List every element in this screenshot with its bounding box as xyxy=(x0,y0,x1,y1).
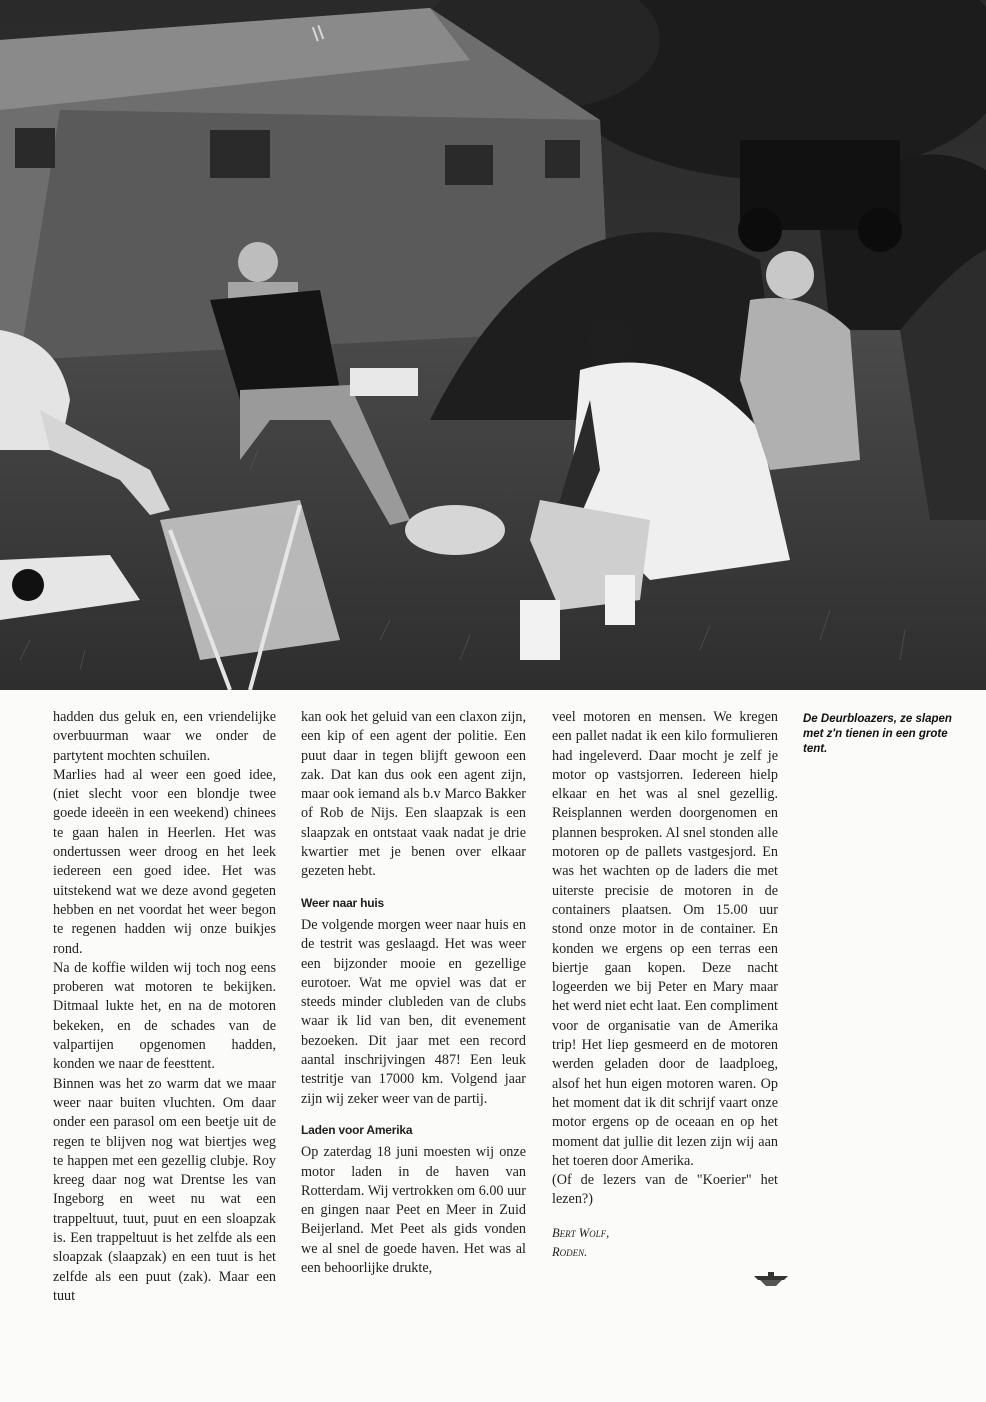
paragraph: veel motoren en mensen. We kregen een pallet nadat ik een kilo formulieren had ingeleverd. Daar mocht je zelf je motor op vastsjorren. Iedereen hielp elkaar en het was al snel gezellig. Reisplannen werden doorgenomen en plannen besproken. Al snel stonden alle motoren op de pallets vastgesjord. En was het wachten op de laders die met uiterste precisie de motoren in de containers plaatsen. Om 15.00 uur stond onze motor in de container. En konden we ergens op een terras een biertje gaan kopen. Deze nacht logeerden we bij Peter en Mary maar het werd niet echt laat. Een compliment voor de organisatie van de Amerika trip! Het liep gesmeerd en de motoren werden geladen door de laadploeg, alsof het hun eigen motoren waren. Op het moment dat ik dit schrijf vaart onze motor ergens op de oceaan en op het moment dat jullie dit lezen zijn wij aan het toeren door Amerika. xyxy=(552,709,778,1169)
paragraph: Marlies had al weer een goed idee, (niet slecht voor een blondje twee goede ideeën in een weekend) chinees te gaan halen in Heerlen. Het was ondertussen weer droog en het leek iedereen een goed idee. Het was uitstekend wat we deze avond gegeten hebben en net voordat het weer begon te regenen hadden wij onze buikjes rond. xyxy=(53,766,276,957)
paragraph: hadden dus geluk en, een vriendelijke overbuurman waar we onder de partytent mochten schuilen. xyxy=(53,709,276,764)
camp-photo xyxy=(0,0,986,690)
paragraph: Na de koffie wilden wij toch nog eens proberen wat motoren te bekijken. Ditmaal lukte het, en na de motoren bekeken, en de schades van de valpartijen opgenomen hadden, konden we naar de feesttent. xyxy=(53,959,276,1073)
club-logo-icon xyxy=(754,1272,788,1290)
paragraph: De volgende morgen weer naar huis en de testrit was geslaagd. Het was weer een bijzonder mooie en gezellige eurotoer. Wat me opviel was dat er steeds minder clubleden van de clubs waar ik lid van ben, dit evenement bezoeken. Dit jaar met een record aantal inschrijvingen 487! Een leuk testritje van 17000 km. Volgend jaar zijn wij zeker weer van de partij. xyxy=(301,916,526,1107)
tent-mark: II xyxy=(308,20,328,47)
section-heading: Weer naar huis xyxy=(301,895,385,910)
paragraph: kan ook het geluid van een claxon zijn, een kip of een agent der politie. Een puut daar in tegen blijft gewoon een zak. Dat kan dus ook een agent zijn, maar ook iemand als b.v Marco Bakker of Rob de Nijs. Een slaapzak is een slaapzak en ontstaat vaak nadat je drie kwartier met je benen over elkaar gezeten hebt. xyxy=(301,709,526,880)
article-column-3 xyxy=(552,708,778,1262)
article-column-2 xyxy=(301,708,526,1278)
paragraph: Op zaterdag 18 juni moesten wij onze motor laden in de haven van Rotterdam. Wij vertrokken om 6.00 uur en gingen naar Peet en Meer in Zuid Beijerland. Met Peet als gids vonden we al snel de goede haven. Het was al een behoorlijke drukte, xyxy=(301,1144,526,1277)
paragraph: Binnen was het zo warm dat we maar weer naar buiten vluchten. Om daar onder een parasol om een beetje uit de regen te blijven nog wat biertjes weg te happen met een gezellig clubje. Roy kreeg daar nog wat Drentse les van Ingeborg en weet nu wat een trappeltuut, tuut, puut en een sloapzak is. Een trappeltuut is het zelfde als een sloapzak (slaapzak) en een tuut is het zelfde als een puut (zak). Maar een tuut xyxy=(53,1075,276,1304)
author-name: Bert Wolf, xyxy=(552,1225,610,1240)
author-place: Roden. xyxy=(552,1244,588,1259)
section-heading: Laden voor Amerika xyxy=(301,1122,413,1137)
byline xyxy=(552,1224,778,1262)
photo-caption: De Deurbloazers, ze slapen met z'n tienen in een grote tent. xyxy=(803,713,952,755)
paragraph: (Of de lezers van de "Koerier" het lezen?) xyxy=(552,1172,778,1208)
article-column-1 xyxy=(53,708,276,1306)
